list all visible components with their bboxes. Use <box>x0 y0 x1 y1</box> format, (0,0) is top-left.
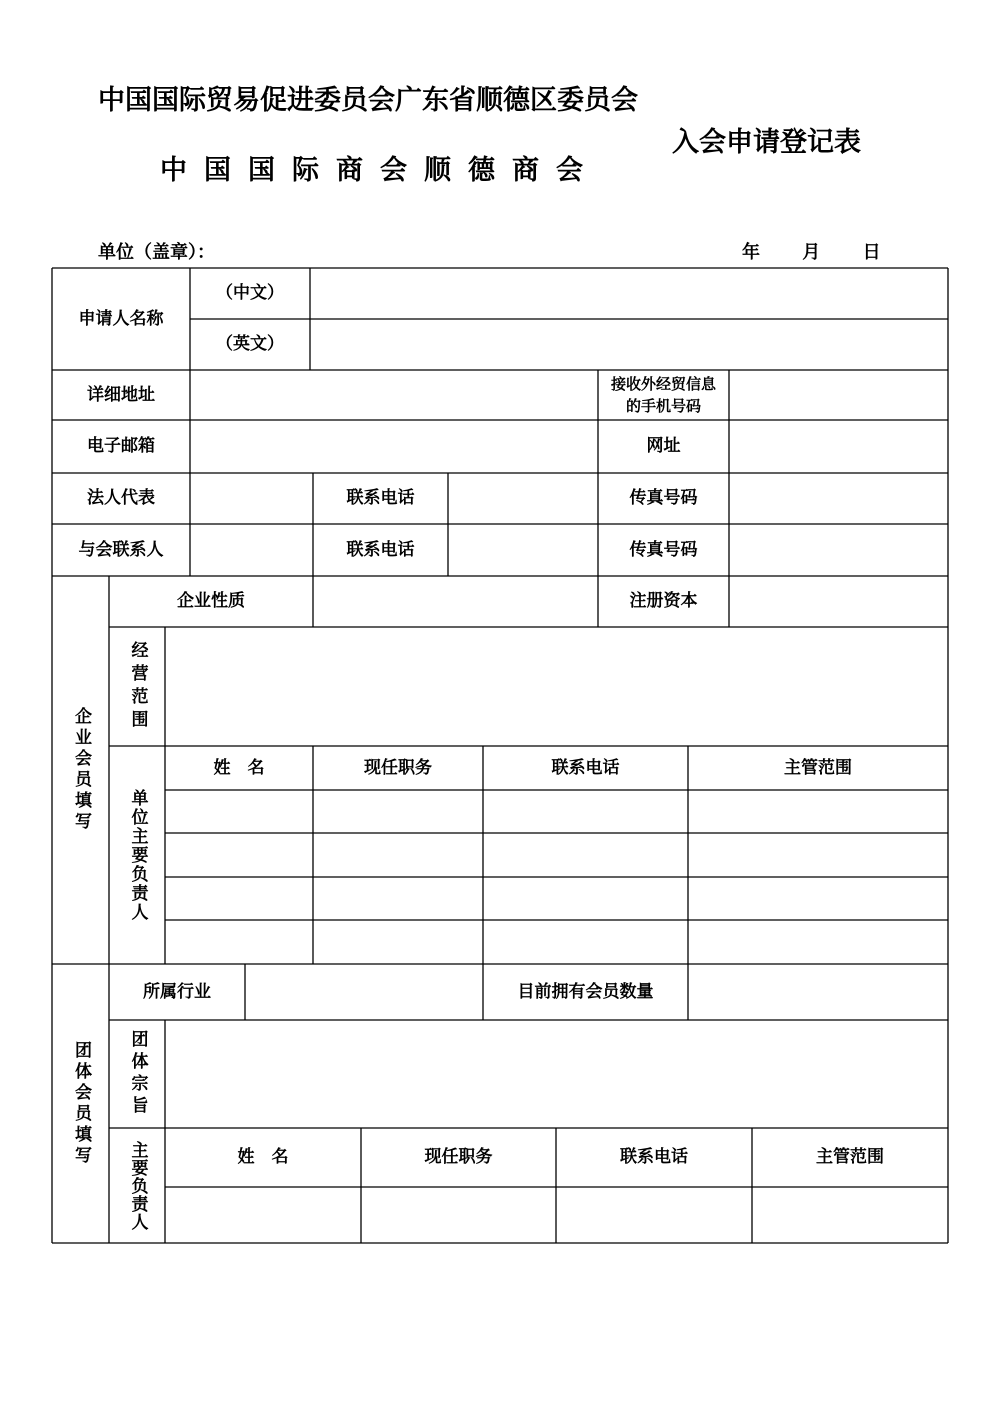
applicant-name-en-field[interactable] <box>310 319 948 370</box>
month-label: 月 <box>802 242 821 263</box>
org-name-line2: 中国国际商会顺德商会 <box>160 155 600 186</box>
english-label: （英文） <box>216 334 284 355</box>
member-count-field[interactable] <box>688 964 948 1020</box>
contact-phone-field[interactable] <box>448 524 598 576</box>
group-leader-text: 主要负责人 <box>127 1140 148 1231</box>
unit-seal-label: 单位（盖章）： <box>98 242 215 263</box>
table-row[interactable] <box>165 877 948 920</box>
day-label: 日 <box>862 242 881 263</box>
business-scope-label <box>109 627 165 746</box>
mobile-label-text: 接收外经贸信息的手机号码 <box>610 374 716 415</box>
table-row[interactable] <box>165 920 948 964</box>
enterprise-col-name: 姓 名 <box>213 757 265 778</box>
group-col-name: 姓 名 <box>237 1147 289 1168</box>
group-section-text: 团体会员填写 <box>70 1040 91 1167</box>
website-label: 网址 <box>646 436 681 457</box>
legal-rep-fax-field[interactable] <box>729 473 948 524</box>
legal-rep-phone-field[interactable] <box>448 473 598 524</box>
mobile-label <box>598 370 729 420</box>
applicant-name-label: 申请人名称 <box>78 308 164 329</box>
enterprise-leaders-label <box>109 746 165 964</box>
legal-rep-label: 法人代表 <box>87 488 155 509</box>
chinese-label: （中文） <box>216 283 284 304</box>
enterprise-col-scope: 主管范围 <box>784 757 852 778</box>
legal-rep-phone-label: 联系电话 <box>346 488 415 509</box>
legal-rep-field[interactable] <box>190 473 313 524</box>
table-row[interactable] <box>165 1187 948 1243</box>
form-title: 入会申请登记表 <box>672 127 861 158</box>
enterprise-section-text: 企业会员填写 <box>70 707 91 833</box>
capital-field[interactable] <box>729 576 948 627</box>
address-label: 详细地址 <box>87 384 155 405</box>
enterprise-leaders-text: 单位主要负责人 <box>127 788 148 922</box>
group-purpose-label <box>109 1020 165 1128</box>
group-col-phone: 联系电话 <box>620 1147 688 1168</box>
industry-label: 所属行业 <box>143 981 211 1002</box>
enterprise-col-phone: 联系电话 <box>551 757 620 778</box>
enterprise-section-label <box>52 576 109 964</box>
enterprise-nature-field[interactable] <box>313 576 598 627</box>
group-purpose-text: 团体宗旨 <box>127 1030 148 1118</box>
industry-field[interactable] <box>245 964 483 1020</box>
mobile-field[interactable] <box>729 370 948 420</box>
contact-phone-label: 联系电话 <box>346 539 415 560</box>
group-leader-label <box>109 1128 165 1243</box>
email-field[interactable] <box>190 420 598 473</box>
business-scope-field[interactable] <box>165 627 948 746</box>
member-count-label: 目前拥有会员数量 <box>517 981 654 1002</box>
legal-rep-fax-label: 传真号码 <box>629 488 698 509</box>
group-purpose-field[interactable] <box>165 1020 948 1128</box>
contact-person-field[interactable] <box>190 524 313 576</box>
capital-label: 注册资本 <box>629 591 698 612</box>
group-col-scope: 主管范围 <box>816 1147 884 1168</box>
contact-fax-label: 传真号码 <box>629 539 698 560</box>
address-field[interactable] <box>190 370 598 420</box>
email-label: 电子邮箱 <box>87 436 155 457</box>
enterprise-col-position: 现任职务 <box>364 757 432 778</box>
group-section-label <box>52 964 109 1243</box>
year-label: 年 <box>742 242 760 263</box>
enterprise-nature-label: 企业性质 <box>177 591 245 612</box>
contact-person-label: 与会联系人 <box>78 539 164 560</box>
website-field[interactable] <box>729 420 948 473</box>
business-scope-text: 经营范围 <box>127 640 148 733</box>
contact-fax-field[interactable] <box>729 524 948 576</box>
table-row[interactable] <box>165 790 948 833</box>
org-name-line1: 中国国际贸易促进委员会广东省顺德区委员会 <box>98 85 638 116</box>
applicant-name-cn-field[interactable] <box>310 268 948 319</box>
group-col-position: 现任职务 <box>424 1147 493 1168</box>
table-row[interactable] <box>165 833 948 877</box>
